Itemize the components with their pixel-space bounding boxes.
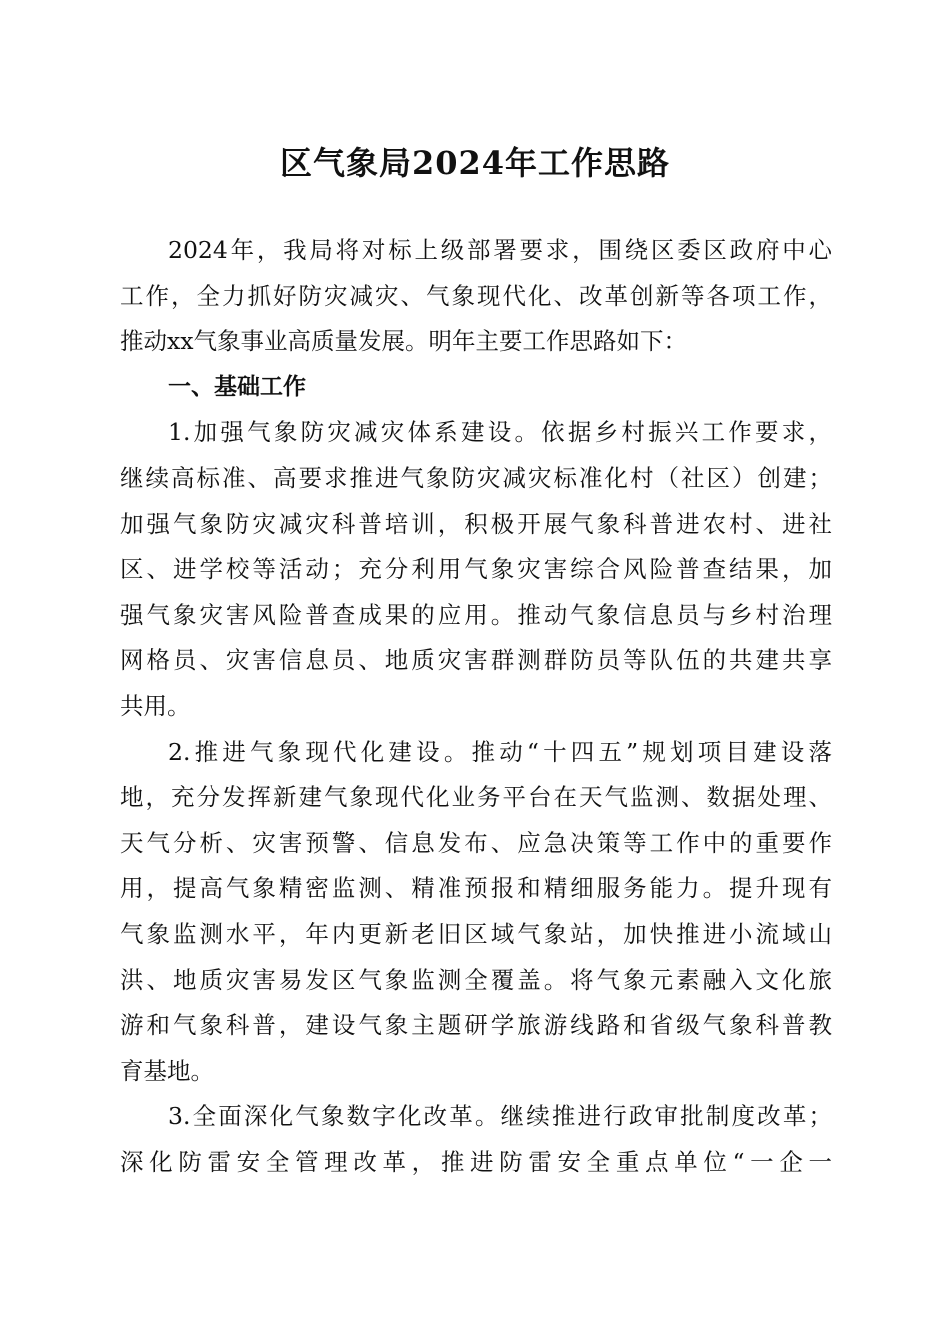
section-heading: 一、基础工作	[168, 373, 306, 400]
text-line: 网格员、灾害信息员、地质灾害群测群防员等队伍的共建共享	[120, 646, 832, 675]
text-line: 地，充分发挥新建气象现代化业务平台在天气监测、数据处理、	[120, 783, 832, 812]
text-line: 工作，全力抓好防灾减灾、气象现代化、改革创新等各项工作，	[120, 281, 832, 310]
text-line: 1.加强气象防灾减灾体系建设。依据乡村振兴工作要求，	[168, 418, 832, 447]
text-line: 加强气象防灾减灾科普培训，积极开展气象科普进农村、进社	[120, 509, 832, 538]
text-line: 天气分析、灾害预警、信息发布、应急决策等工作中的重要作	[120, 828, 832, 857]
document-body	[120, 228, 832, 1185]
text-line: 游和气象科普，建设气象主题研学旅游线路和省级气象科普教	[120, 1011, 832, 1040]
text-line: 深化防雷安全管理改革，推进防雷安全重点单位“一企一	[120, 1147, 832, 1176]
text-line: 区、进学校等活动；充分利用气象灾害综合风险普查结果，加	[120, 555, 832, 584]
text-line: 2.推进气象现代化建设。推动“十四五”规划项目建设落	[168, 737, 832, 766]
document-title: 区气象局2024年工作思路	[279, 144, 671, 182]
text-line: 育基地。	[120, 1056, 214, 1085]
text-line: 用，提高气象精密监测、精准预报和精细服务能力。提升现有	[120, 874, 832, 903]
text-line: 继续高标准、高要求推进气象防灾减灾标准化村（社区）创建；	[120, 463, 832, 492]
text-line: 洪、地质灾害易发区气象监测全覆盖。将气象元素融入文化旅	[120, 965, 832, 994]
text-line: 共用。	[120, 691, 191, 720]
text-line: 强气象灾害风险普查成果的应用。推动气象信息员与乡村治理	[120, 600, 832, 629]
text-line: 推动xx气象事业高质量发展。明年主要工作思路如下：	[120, 327, 688, 356]
text-line: 3.全面深化气象数字化改革。继续推进行政审批制度改革；	[168, 1102, 832, 1131]
text-line: 2024年，我局将对标上级部署要求，围绕区委区政府中心	[168, 236, 832, 264]
text-line: 气象监测水平，年内更新老旧区域气象站，加快推进小流域山	[120, 919, 832, 948]
